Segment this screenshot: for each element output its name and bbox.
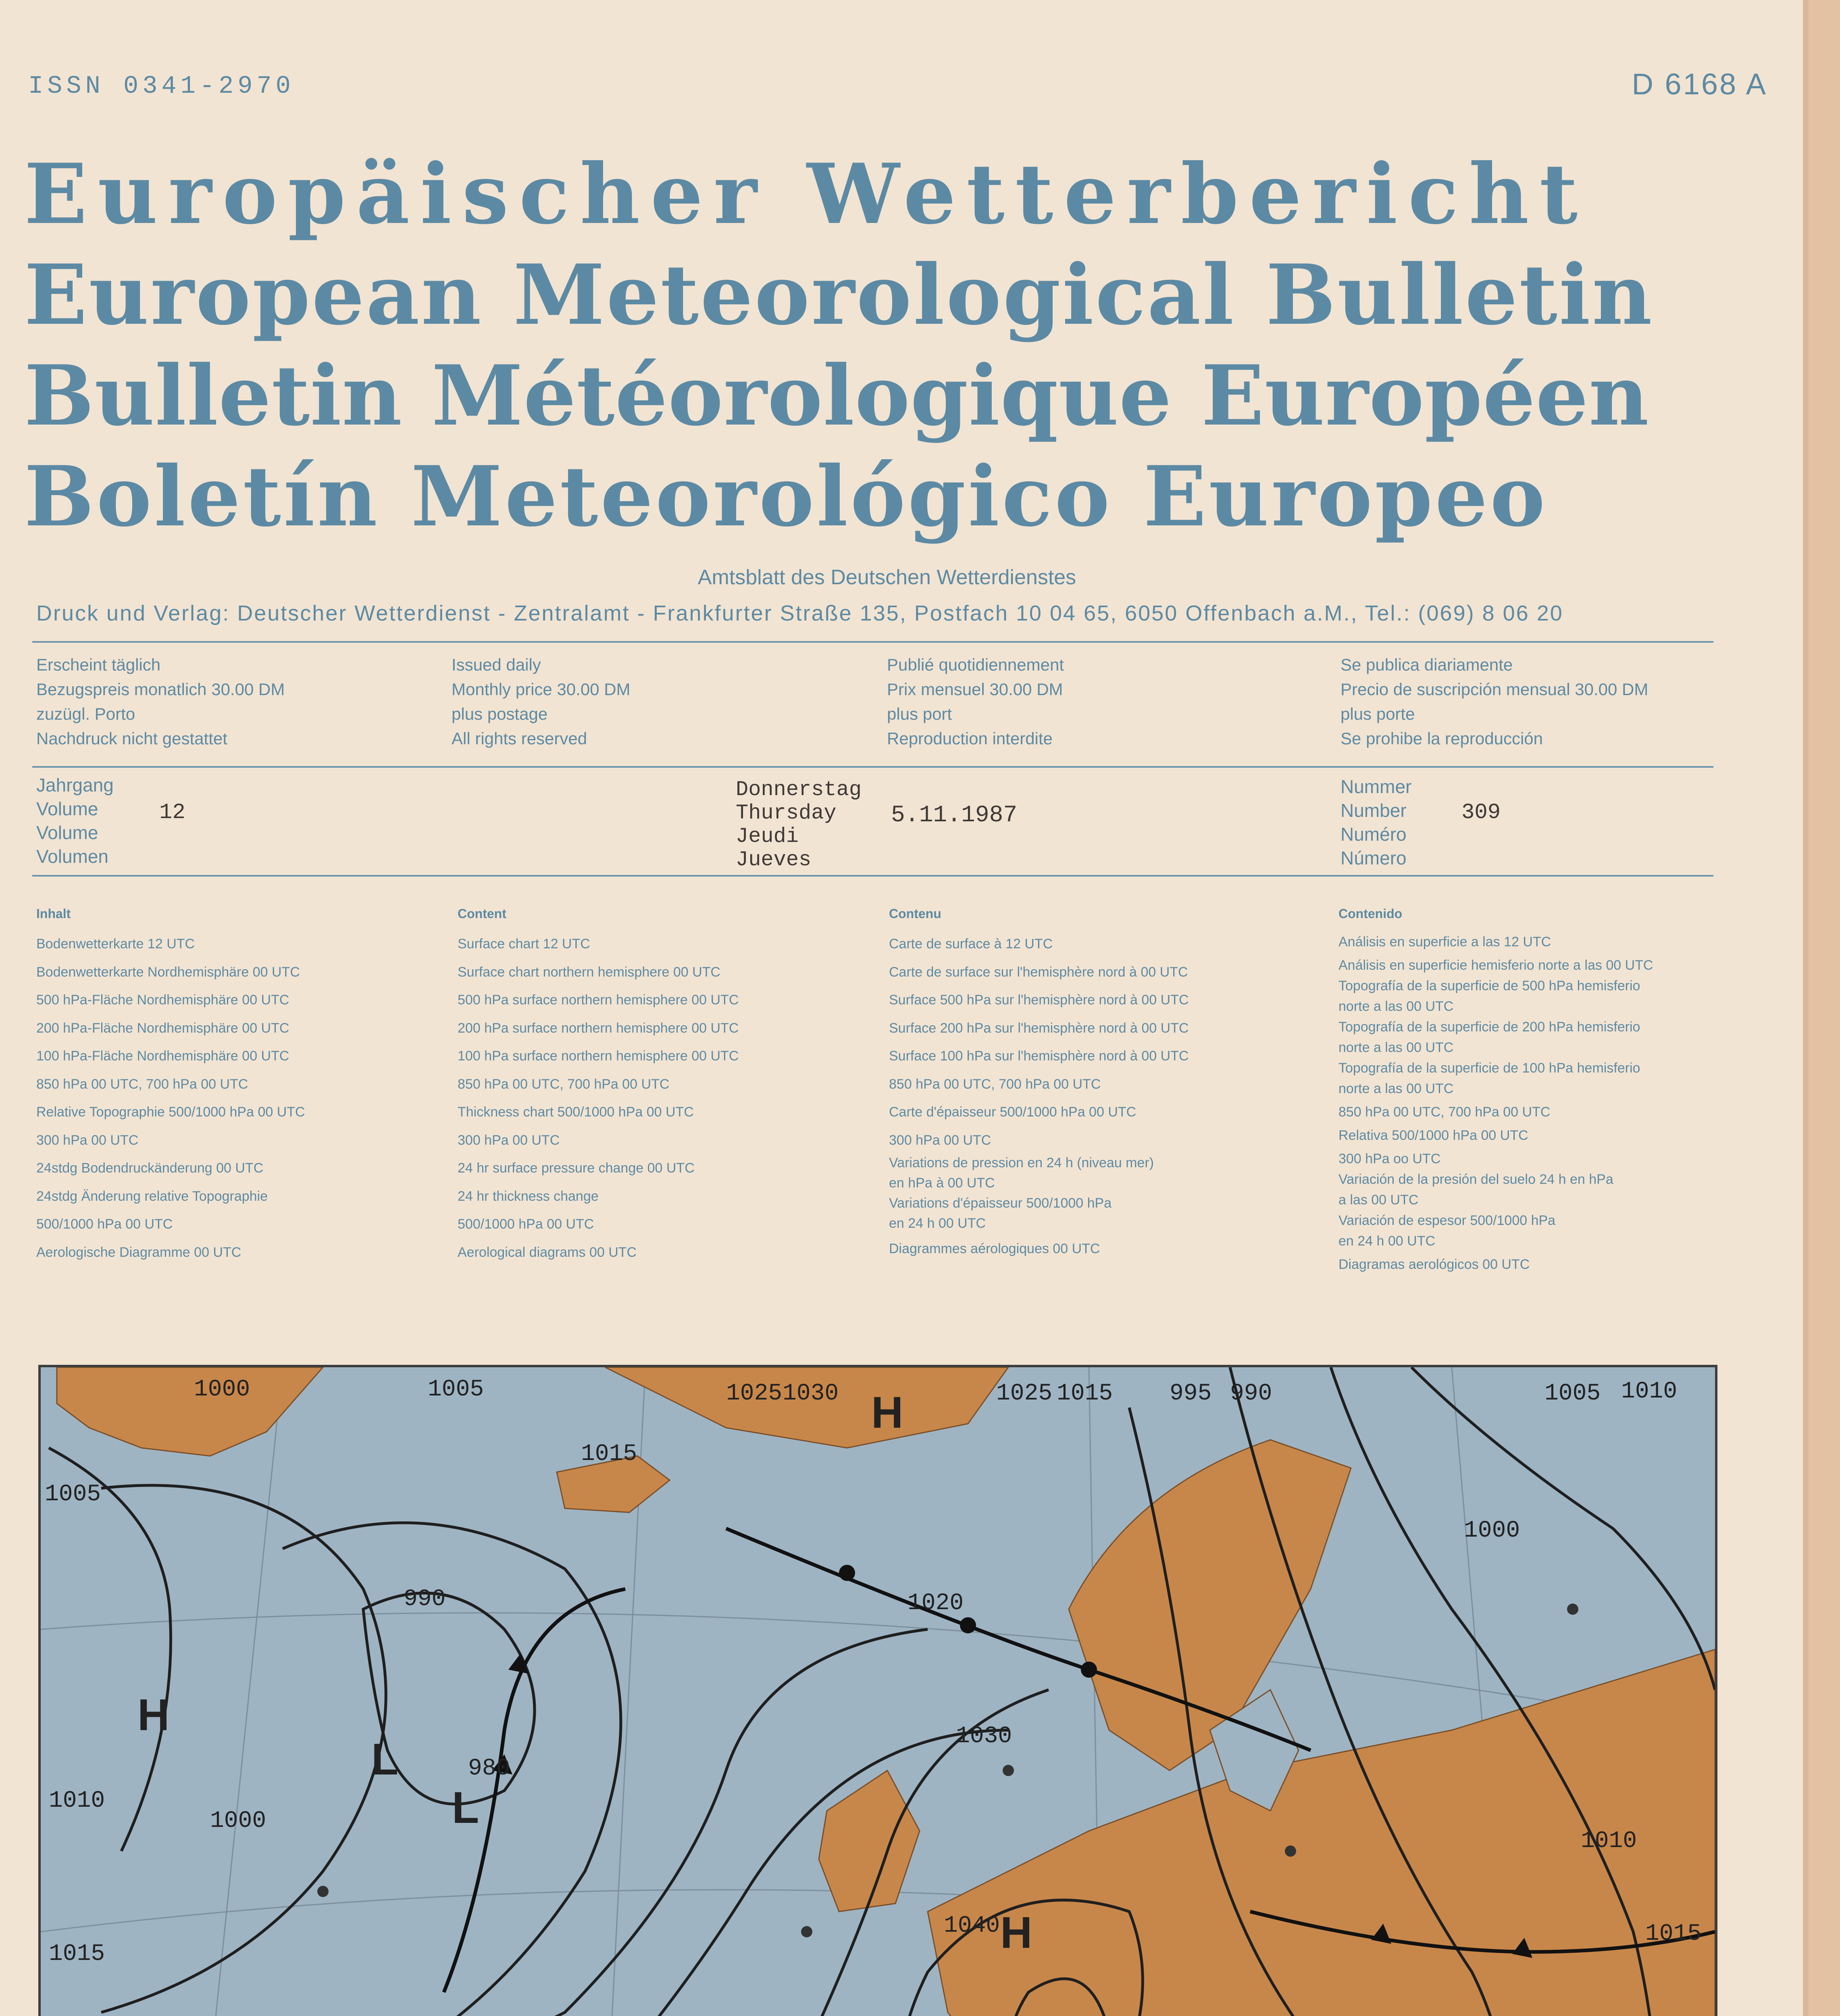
contents-heading: Content bbox=[458, 906, 506, 921]
contents-item: Topografía de la superficie de 500 hPa hemisferio bbox=[1338, 978, 1640, 993]
volume-label: Jahrgang bbox=[36, 775, 114, 796]
contents-item: 850 hPa 00 UTC, 700 hPa 00 UTC bbox=[36, 1076, 248, 1092]
issn-number: ISSN 0341-2970 bbox=[28, 72, 295, 100]
info-line: Issued daily bbox=[452, 655, 541, 674]
volume-label: Volumen bbox=[36, 846, 109, 867]
contents-item: Topografía de la superficie de 100 hPa hemisferio bbox=[1338, 1060, 1640, 1076]
contents-item: Thickness chart 500/1000 hPa 00 UTC bbox=[458, 1104, 694, 1120]
info-line: Reproduction interdite bbox=[887, 729, 1053, 748]
info-line: plus postage bbox=[452, 704, 548, 723]
issue-number: 309 bbox=[1461, 800, 1501, 825]
isobar-label: 1010 bbox=[49, 1788, 105, 1814]
contents-item: 850 hPa 00 UTC, 700 hPa 00 UTC bbox=[458, 1076, 670, 1092]
title-spanish: Boletín Meteorológico Europeo bbox=[24, 448, 1548, 545]
contents-item: Relative Topographie 500/1000 hPa 00 UTC bbox=[36, 1104, 305, 1120]
contents-item: Análisis en superficie a las 12 UTC bbox=[1338, 934, 1551, 950]
contents-item: Surface 100 hPa sur l'hemisphère nord à 00 UTC bbox=[889, 1048, 1189, 1064]
contents-item: norte a las 00 UTC bbox=[1338, 1040, 1454, 1055]
info-line: plus port bbox=[887, 704, 952, 723]
weekday-block bbox=[736, 778, 862, 872]
issue-date: 5.11.1987 bbox=[891, 802, 1018, 829]
title-german: Europäischer Wetterbericht bbox=[24, 146, 1588, 243]
contents-german bbox=[36, 906, 305, 1266]
contents-item: Aerologische Diagramme 00 UTC bbox=[36, 1244, 241, 1260]
info-line: Erscheint täglich bbox=[36, 655, 161, 674]
contents-item: 300 hPa oo UTC bbox=[1338, 1151, 1441, 1166]
page-edge bbox=[1809, 0, 1840, 2016]
contents-item: Carte de surface à 12 UTC bbox=[889, 936, 1053, 952]
contents-item: Diagrammes aérologiques 00 UTC bbox=[889, 1241, 1100, 1256]
isobar-label: 1015 bbox=[1645, 1921, 1702, 1947]
pressure-center: L bbox=[452, 1783, 479, 1833]
isobar-label: 1000 bbox=[1464, 1518, 1520, 1544]
contents-heading: Contenu bbox=[889, 906, 941, 921]
info-line: plus porte bbox=[1340, 704, 1415, 723]
contents-item: 300 hPa 00 UTC bbox=[889, 1132, 991, 1148]
contents-item: Bodenwetterkarte 12 UTC bbox=[36, 936, 195, 952]
contents-item: Diagramas aerológicos 00 UTC bbox=[1338, 1257, 1530, 1272]
volume-label: Volume bbox=[36, 822, 98, 843]
contents-item: 200 hPa surface northern hemisphere 00 UTC bbox=[458, 1020, 739, 1036]
isobar-label: 1040 bbox=[944, 1913, 1000, 1939]
pressure-center: L bbox=[371, 1735, 399, 1784]
contents-item: Surface chart northern hemisphere 00 UTC bbox=[458, 964, 720, 980]
number-label: Number bbox=[1340, 800, 1407, 821]
contents-heading: Contenido bbox=[1338, 906, 1403, 921]
weekday: Jueves bbox=[736, 848, 812, 872]
number-label: Numéro bbox=[1340, 824, 1407, 845]
contents-item: 300 hPa 00 UTC bbox=[458, 1132, 560, 1148]
postal-code: D 6168 A bbox=[1632, 67, 1767, 101]
contents-item: 100 hPa surface northern hemisphere 00 UTC bbox=[458, 1048, 739, 1064]
number-label: Nummer bbox=[1340, 776, 1412, 797]
contents-item: a las 00 UTC bbox=[1338, 1192, 1419, 1208]
land-masses bbox=[57, 1367, 1715, 2016]
info-line: Nachdruck nicht gestattet bbox=[36, 729, 227, 748]
contents-item: 500 hPa-Fläche Nordhemisphäre 00 UTC bbox=[36, 992, 289, 1008]
scandinavia bbox=[1069, 1440, 1351, 1770]
contents-item: Variación de la presión del suelo 24 h en hPa bbox=[1338, 1172, 1613, 1187]
info-line: Bezugspreis monatlich 30.00 DM bbox=[36, 680, 285, 699]
contents-item: Variations d'épaisseur 500/1000 hPa bbox=[889, 1195, 1112, 1211]
volume-value: 12 bbox=[159, 800, 185, 825]
surface-weather-map bbox=[38, 1365, 1717, 2016]
isobar-label: 1020 bbox=[908, 1590, 964, 1616]
contents-item: en hPa à 00 UTC bbox=[889, 1175, 995, 1191]
greenland bbox=[57, 1367, 323, 1456]
contents-item: Carte de surface sur l'hemisphère nord à 00 UTC bbox=[889, 964, 1188, 980]
info-line: All rights reserved bbox=[452, 729, 587, 748]
info-english bbox=[452, 652, 631, 751]
contents-item: 200 hPa-Fläche Nordhemisphäre 00 UTC bbox=[36, 1020, 289, 1036]
pressure-center: H bbox=[137, 1690, 170, 1740]
contents-item: 500 hPa surface northern hemisphere 00 UTC bbox=[458, 992, 739, 1008]
weekday: Thursday bbox=[736, 801, 837, 825]
contents-item: 300 hPa 00 UTC bbox=[36, 1132, 139, 1148]
isobar-label: 1030 bbox=[783, 1381, 839, 1407]
contents-item: Topografía de la superficie de 200 hPa hemisferio bbox=[1338, 1019, 1640, 1035]
isobar-label: 1005 bbox=[428, 1377, 484, 1403]
isobar-label: 990 bbox=[1230, 1381, 1272, 1407]
contents-spanish bbox=[1338, 906, 1653, 1276]
isobar-label: 1005 bbox=[45, 1481, 101, 1508]
volume-label: Volume bbox=[36, 798, 98, 819]
contents-item: 850 hPa 00 UTC, 700 hPa 00 UTC bbox=[1338, 1104, 1551, 1120]
contents-item: Bodenwetterkarte Nordhemisphäre 00 UTC bbox=[36, 964, 300, 980]
contents-item: Surface chart 12 UTC bbox=[458, 936, 590, 952]
isobar-label: 1030 bbox=[956, 1723, 1012, 1749]
contents-item: Variación de espesor 500/1000 hPa bbox=[1338, 1213, 1556, 1228]
isobar-label: 995 bbox=[1170, 1381, 1212, 1407]
contents-english bbox=[458, 906, 739, 1266]
info-line: zuzügl. Porto bbox=[36, 704, 135, 723]
info-line: Se prohibe la reproducción bbox=[1340, 729, 1543, 748]
number-label: Número bbox=[1340, 848, 1407, 868]
isobar-label: 1005 bbox=[1544, 1381, 1601, 1407]
isobar-label: 980 bbox=[468, 1756, 510, 1782]
divider bbox=[32, 641, 1713, 643]
contents-item: Variations de pression en 24 h (niveau mer) bbox=[889, 1155, 1154, 1170]
contents-item: 100 hPa-Fläche Nordhemisphäre 00 UTC bbox=[36, 1048, 289, 1064]
isobar-label: 1025 bbox=[996, 1381, 1053, 1407]
pressure-center: H bbox=[871, 1388, 903, 1437]
divider bbox=[32, 875, 1713, 877]
info-spanish bbox=[1340, 652, 1648, 751]
isobar-label: 1015 bbox=[49, 1941, 105, 1967]
contents-item: Carte d'épaisseur 500/1000 hPa 00 UTC bbox=[889, 1104, 1136, 1120]
title-french: Bulletin Météorologique Européen bbox=[24, 348, 1649, 444]
contents-item: Relativa 500/1000 hPa 00 UTC bbox=[1338, 1128, 1528, 1143]
weekday: Donnerstag bbox=[736, 778, 862, 802]
isobar-label: 1000 bbox=[210, 1808, 266, 1834]
info-line: Publié quotidiennement bbox=[887, 655, 1064, 674]
isobar-label: 1025 bbox=[726, 1381, 783, 1407]
info-french bbox=[887, 652, 1064, 751]
title-english: European Meteorological Bulletin bbox=[24, 247, 1654, 344]
isobar-label: 990 bbox=[404, 1586, 446, 1612]
contents-item: norte a las 00 UTC bbox=[1338, 1081, 1454, 1096]
isobar-label: 1015 bbox=[1057, 1381, 1113, 1407]
contents-item: 500/1000 hPa 00 UTC bbox=[36, 1216, 173, 1232]
info-line: Se publica diariamente bbox=[1340, 655, 1513, 674]
contents-item: Surface 200 hPa sur l'hemisphère nord à 00 UTC bbox=[889, 1020, 1189, 1036]
number-labels bbox=[1340, 775, 1411, 870]
isobar-label: 1010 bbox=[1621, 1379, 1678, 1405]
contents-item: 850 hPa 00 UTC, 700 hPa 00 UTC bbox=[889, 1076, 1101, 1092]
info-line: Precio de suscripción mensual 30.00 DM bbox=[1340, 680, 1649, 699]
pressure-center: H bbox=[1000, 1908, 1032, 1958]
divider bbox=[32, 766, 1713, 768]
contents-item: norte a las 00 UTC bbox=[1338, 999, 1454, 1014]
subtitle: Amtsblatt des Deutschen Wetterdienstes bbox=[697, 566, 1076, 589]
contents-item: 24 hr surface pressure change 00 UTC bbox=[458, 1160, 695, 1176]
volume-labels bbox=[36, 773, 114, 868]
page-edge-shadow bbox=[1803, 0, 1809, 2016]
contents-item: Surface 500 hPa sur l'hemisphère nord à 00 UTC bbox=[889, 992, 1189, 1008]
contents-heading: Inhalt bbox=[36, 906, 71, 921]
contents-french bbox=[889, 906, 1189, 1263]
info-line: Prix mensuel 30.00 DM bbox=[887, 680, 1063, 699]
contents-item: Aerological diagrams 00 UTC bbox=[458, 1244, 637, 1260]
publisher-line: Druck und Verlag: Deutscher Wetterdienst - Zentralamt - Frankfurter Straße 135, Postfach 10 04 65, 6050 Offenbach a.M., Tel.: (069) 8 06 20 bbox=[36, 601, 1563, 625]
map-graphic bbox=[41, 1367, 1715, 2016]
isobar-label: 1010 bbox=[1581, 1828, 1637, 1854]
contents-item: 24stdg Änderung relative Topographie bbox=[36, 1188, 268, 1204]
contents-item: en 24 h 00 UTC bbox=[889, 1216, 986, 1231]
isobar-label: 1015 bbox=[581, 1441, 637, 1467]
contents-item: 500/1000 hPa 00 UTC bbox=[458, 1216, 594, 1232]
arctic-land bbox=[605, 1367, 1008, 1448]
contents-item: en 24 h 00 UTC bbox=[1338, 1233, 1436, 1249]
info-line: Monthly price 30.00 DM bbox=[452, 680, 631, 699]
info-german bbox=[36, 652, 285, 751]
contents-item: 24 hr thickness change bbox=[458, 1188, 599, 1204]
weekday: Jeudi bbox=[736, 825, 799, 848]
contents-item: Análisis en superficie hemisferio norte a las 00 UTC bbox=[1338, 958, 1653, 973]
isobar-label: 1000 bbox=[194, 1377, 250, 1403]
contents-item: 24stdg Bodendruckänderung 00 UTC bbox=[36, 1160, 264, 1176]
